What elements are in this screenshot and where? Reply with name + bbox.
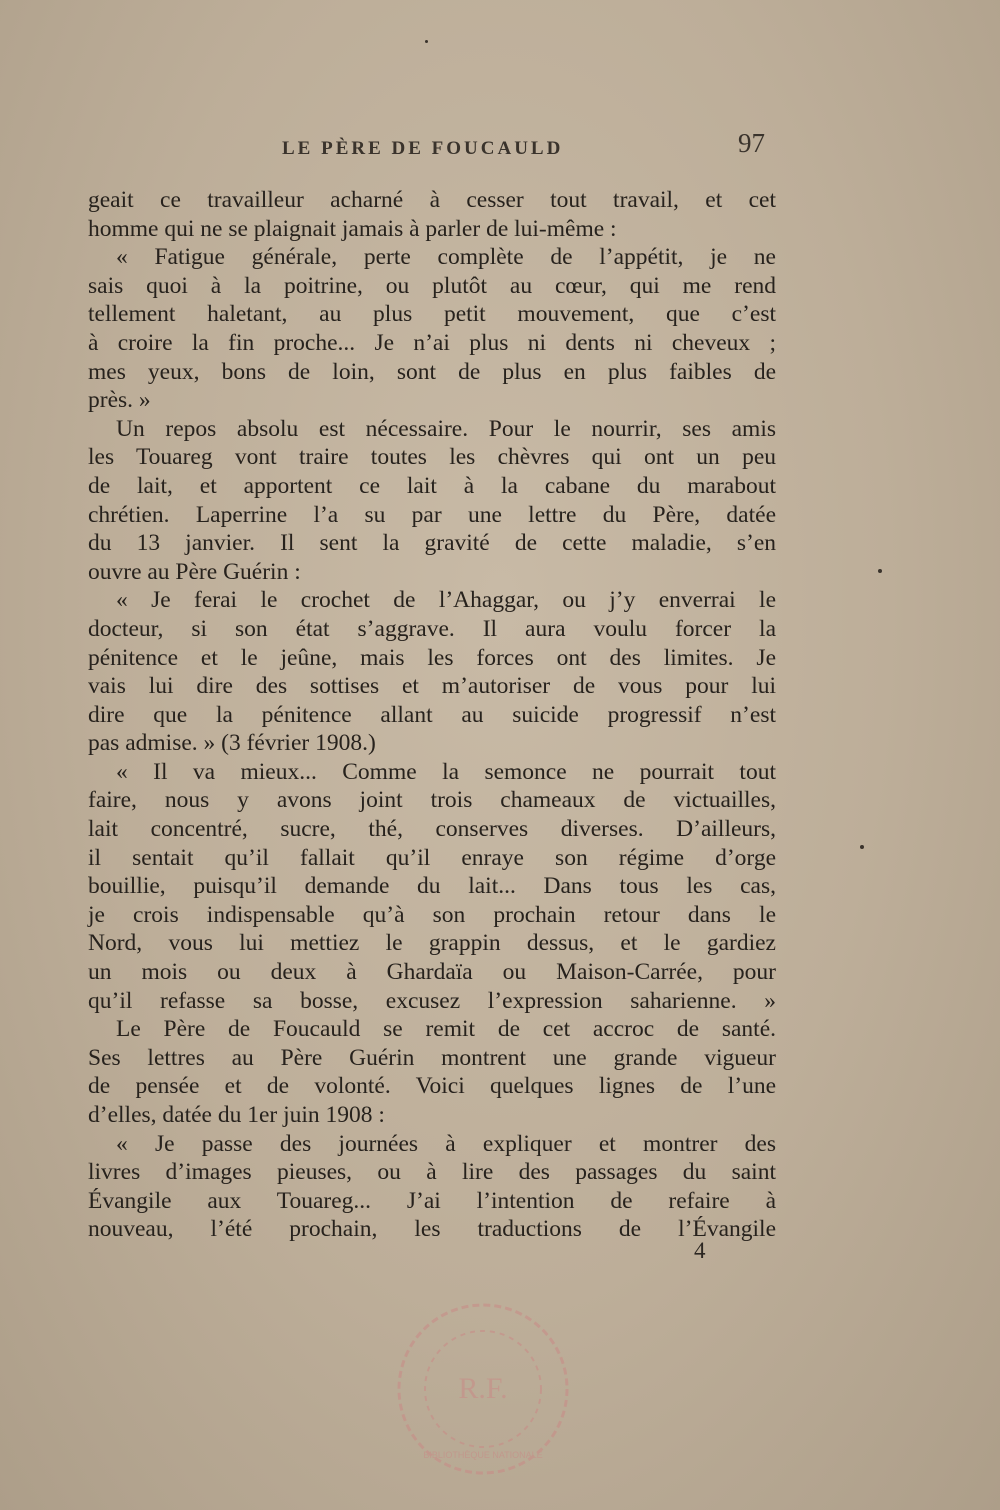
text-line: dire que la pénitence allant au suicide progressif n’est: [88, 701, 776, 728]
text-line: « Il va mieux... Comme la semonce ne pourrait tout: [116, 758, 776, 785]
text-line: d’elles, datée du 1er juin 1908 :: [88, 1102, 385, 1128]
text-line: Le Père de Foucauld se remit de cet accroc de santé.: [116, 1016, 776, 1043]
text-line: Un repos absolu est nécessaire. Pour le nourrir, ses amis: [116, 415, 776, 442]
text-line: « Fatigue générale, perte complète de l’appétit, je ne: [116, 244, 776, 271]
text-line: un mois ou deux à Ghardaïa ou Maison-Carrée, pour: [88, 959, 776, 986]
text-line: nouveau, l’été prochain, les traductions de l’Évangile: [88, 1216, 776, 1243]
text-line: chrétien. Laperrine l’a su par une lettre du Père, datée: [88, 501, 776, 528]
text-line: il sentait qu’il fallait qu’il enraye son régime d’orge: [88, 844, 776, 871]
text-line: Évangile aux Touareg... J’ai l’intention de refaire à: [88, 1187, 776, 1214]
paper-speck: [860, 845, 864, 849]
text-line: à croire la fin proche... Je n’ai plus ni dents ni cheveux ;: [88, 329, 776, 356]
signature-mark: 4: [694, 1238, 706, 1263]
text-line: docteur, si son état s’aggrave. Il aura voulu forcer la: [88, 615, 776, 642]
text-line: geait ce travailleur acharné à cesser tout travail, et cet: [88, 187, 776, 213]
text-line: ouvre au Père Guérin :: [88, 558, 301, 585]
text-line: qu’il refasse sa bosse, excusez l’expression saharienne. »: [88, 987, 776, 1014]
paper-speck: [878, 569, 882, 573]
text-line: de pensée et de volonté. Voici quelques lignes de l’une: [88, 1073, 776, 1100]
text-line: pénitence et le jeûne, mais les forces ont des limites. Je: [88, 644, 776, 671]
paper-speck: [425, 40, 428, 43]
text-line: tellement haletant, au plus petit mouvement, que c’est: [88, 301, 776, 328]
text-line: sais quoi à la poitrine, ou plutôt au cœur, qui me rend: [88, 272, 776, 299]
page-number: 97: [738, 128, 765, 158]
text-line: lait concentré, sucre, thé, conserves diverses. D’ailleurs,: [88, 816, 776, 843]
text-line: livres d’images pieuses, ou à lire des passages du saint: [88, 1159, 776, 1186]
text-line: « Je passe des journées à expliquer et montrer des: [116, 1130, 776, 1157]
text-line: pas admise. » (3 février 1908.): [88, 730, 376, 757]
text-line: homme qui ne se plaignait jamais à parler de lui-même :: [88, 215, 617, 242]
text-line: près. »: [88, 387, 151, 414]
text-line: Nord, vous lui mettiez le grappin dessus, et le gardiez: [88, 930, 776, 957]
running-head: [0, 128, 1000, 168]
text-line: je crois indispensable qu’à son prochain retour dans le: [88, 901, 776, 928]
text-line: du 13 janvier. Il sent la gravité de cette maladie, s’en: [88, 530, 776, 557]
text-line: de lait, et apportent ce lait à la cabane du marabout: [88, 472, 776, 499]
text-line: faire, nous y avons joint trois chameaux de victuailles,: [88, 787, 776, 814]
body-text: [88, 186, 776, 1244]
stamp-initials: R.F.: [458, 1372, 508, 1405]
library-stamp-icon: [392, 1298, 574, 1480]
text-line: les Touareg vont traire toutes les chèvres qui ont un peu: [88, 444, 776, 471]
stamp-text: BIBLIOTHÈQUE NATIONALE: [423, 1450, 543, 1460]
text-line: mes yeux, bons de loin, sont de plus en plus faibles de: [88, 358, 776, 385]
text-line: bouillie, puisqu’il demande du lait... Dans tous les cas,: [88, 873, 776, 900]
text-line: Ses lettres au Père Guérin montrent une grande vigueur: [88, 1044, 776, 1071]
text-line: vais lui dire des sottises et m’autoriser de vous pour lui: [88, 673, 776, 700]
text-line: « Je ferai le crochet de l’Ahaggar, ou j’y enverrai le: [116, 587, 776, 614]
running-title: LE PÈRE DE FOUCAULD: [282, 138, 564, 159]
